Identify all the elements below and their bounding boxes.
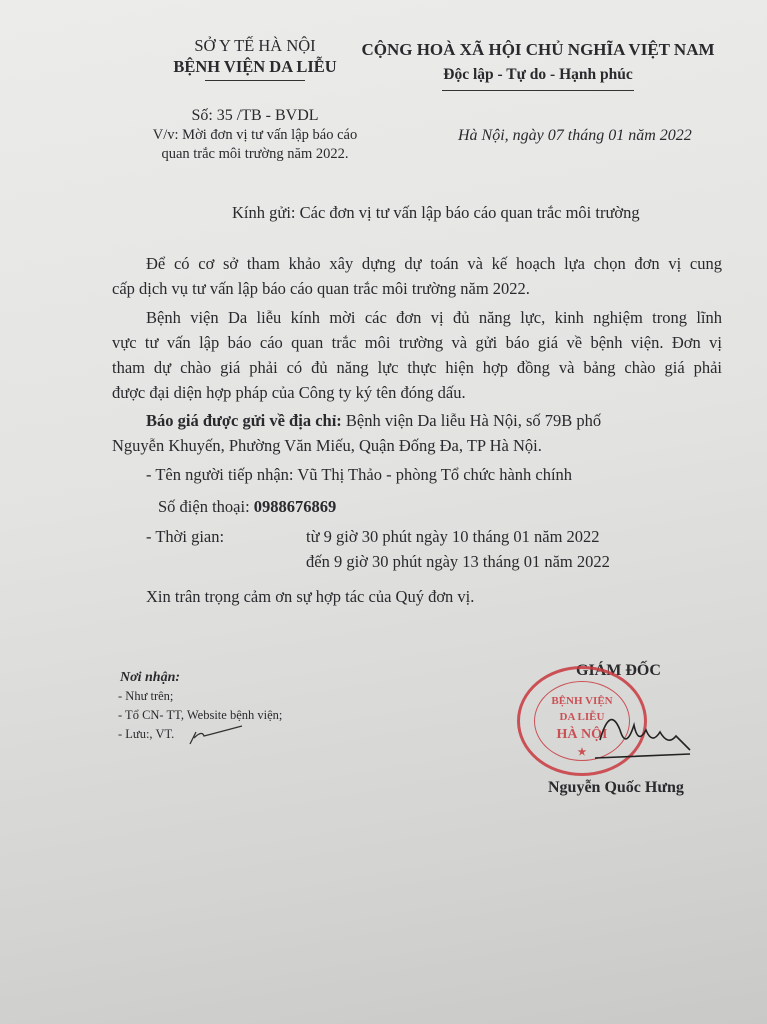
motto: Độc lập - Tự do - Hạnh phúc bbox=[443, 66, 633, 83]
paragraph-line: Bệnh viện Da liễu kính mời các đơn vị đủ năng lực, kinh nghiệm trong lĩnh bbox=[146, 308, 722, 327]
subject-line: V/v: Mời đơn vị tư vấn lập báo cáo bbox=[152, 127, 358, 143]
doc-number: Số: 35 /TB - BVDL bbox=[191, 107, 319, 124]
paragraph-line: cấp dịch vụ tư vấn lập báo cáo quan trắc môi trường năm 2022. bbox=[112, 279, 530, 298]
signer-name: Nguyễn Quốc Hưng bbox=[548, 779, 684, 796]
closing: Xin trân trọng cảm ơn sự hợp tác của Quý đơn vị. bbox=[146, 587, 475, 606]
address-line bbox=[146, 411, 601, 431]
address-line: Nguyễn Khuyến, Phường Văn Miếu, Quận Đống Đa, TP Hà Nội. bbox=[112, 436, 542, 455]
handwritten-signature bbox=[590, 700, 700, 770]
org-name: BỆNH VIỆN DA LIỄU bbox=[173, 57, 337, 76]
time-label: - Thời gian: bbox=[146, 527, 225, 546]
distribution-item: - Lưu:, VT. bbox=[118, 727, 175, 741]
time-from: từ 9 giờ 30 phút ngày 10 tháng 01 năm 2022 bbox=[306, 527, 600, 546]
time-to: đến 9 giờ 30 phút ngày 13 tháng 01 năm 2022 bbox=[306, 552, 610, 571]
phone-label: Số điện thoại: bbox=[158, 497, 254, 516]
nation-title: CỘNG HOÀ XÃ HỘI CHỦ NGHĨA VIỆT NAM bbox=[361, 40, 715, 59]
org-parent: SỞ Y TẾ HÀ NỘI bbox=[194, 36, 316, 55]
stamp-text: DA LIỄU bbox=[559, 711, 605, 723]
paragraph-line: tham dự chào giá phải có đủ năng lực thực hiện hợp đồng và bảng chào giá phải bbox=[112, 358, 722, 377]
stamp-text: HÀ NỘI bbox=[556, 727, 608, 742]
paragraph-line: vực tư vấn lập báo cáo quan trắc môi trường và gửi báo giá về bệnh viện. Đơn vị bbox=[112, 333, 722, 352]
contact-person: - Tên người tiếp nhận: Vũ Thị Thảo - phòng Tổ chức hành chính bbox=[146, 465, 573, 484]
star-icon: ★ bbox=[577, 747, 587, 758]
distribution-title: Nơi nhận: bbox=[120, 670, 181, 685]
divider bbox=[442, 90, 634, 91]
phone-line bbox=[158, 497, 336, 517]
stamp-text: BỆNH VIỆN bbox=[551, 695, 613, 707]
distribution-item: - Như trên; bbox=[118, 689, 174, 703]
phone-number: 0988676869 bbox=[253, 497, 337, 516]
distribution-item: - Tổ CN- TT, Website bệnh viện; bbox=[118, 708, 283, 722]
address-label: Báo giá được gửi về địa chỉ: bbox=[146, 411, 342, 430]
signature-title: GIÁM ĐỐC bbox=[576, 662, 661, 679]
address-value: Bệnh viện Da liễu Hà Nội, số 79B phố bbox=[341, 411, 602, 430]
paragraph-line: được đại diện hợp pháp của Công ty ký tên đóng dấu. bbox=[112, 383, 466, 402]
initials-mark bbox=[182, 722, 252, 750]
doc-date: Hà Nội, ngày 07 tháng 01 năm 2022 bbox=[458, 127, 692, 144]
recipient: Kính gửi: Các đơn vị tư vấn lập báo cáo quan trắc môi trường bbox=[232, 203, 640, 222]
paragraph-line: Để có cơ sở tham khảo xây dựng dự toán và kế hoạch lựa chọn đơn vị cung bbox=[146, 254, 722, 273]
divider bbox=[205, 80, 305, 81]
subject-line: quan trắc môi trường năm 2022. bbox=[161, 146, 349, 162]
